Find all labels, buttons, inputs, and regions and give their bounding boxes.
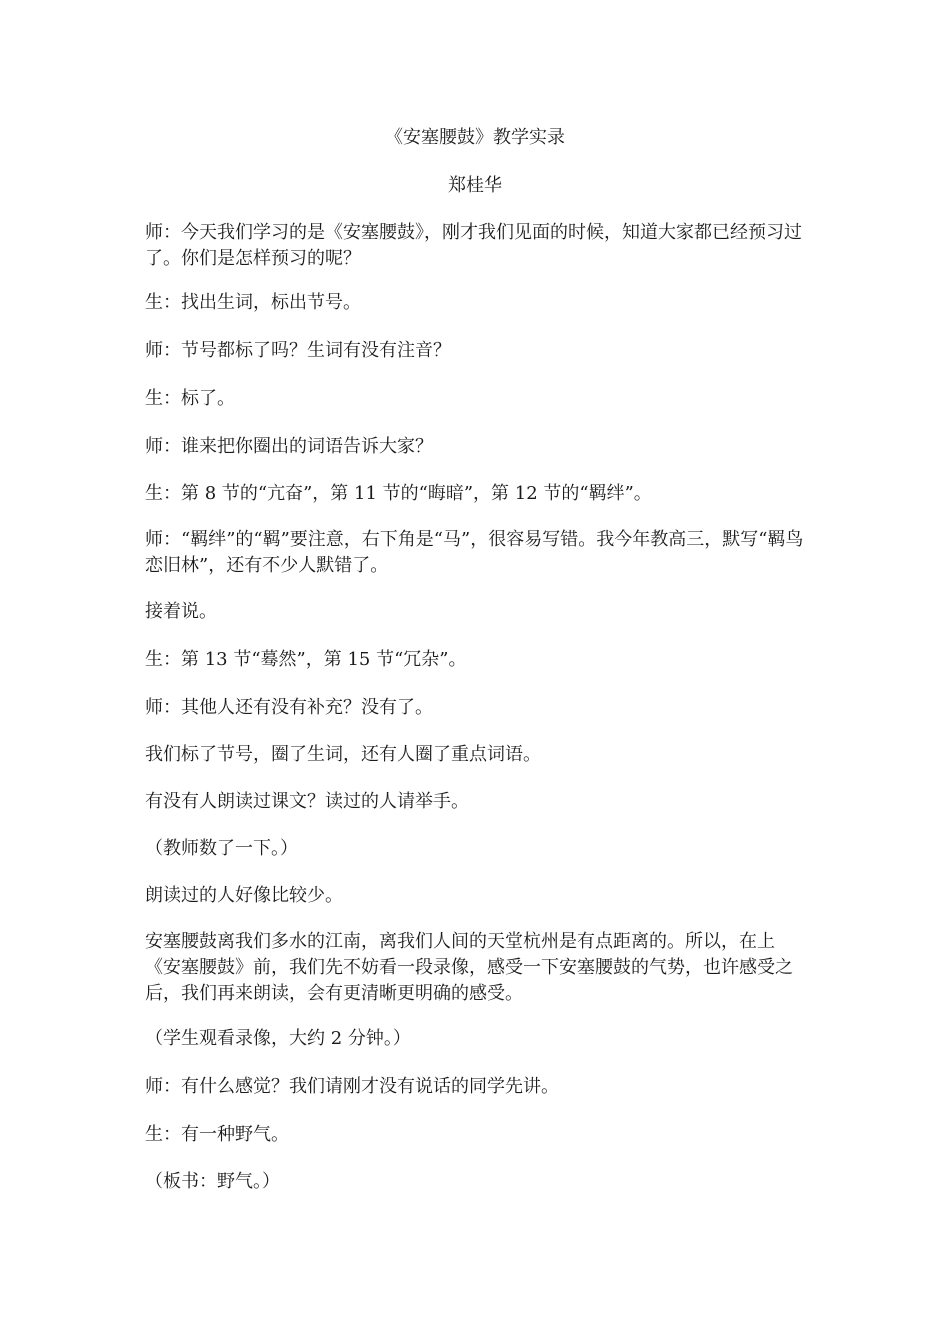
paragraph: 师：“羁绊”的“羁”要注意，右下角是“马”，很容易写错。我今年教高三，默写“羁鸟恋旧林”，还有不少人默错了。 [145, 529, 804, 576]
paragraph: 生：第 13 节“蓦然”，第 15 节“冗杂”。 [145, 649, 467, 670]
document-title: 《安塞腰鼓》教学实录 [385, 127, 565, 148]
paragraph: 生：标了。 [145, 388, 235, 409]
paragraph: 接着说。 [145, 601, 217, 622]
paragraph: 生：第 8 节的“亢奋”，第 11 节的“晦暗”，第 12 节的“羁绊”。 [145, 483, 652, 504]
paragraph: 安塞腰鼓离我们多水的江南，离我们人间的天堂杭州是有点距离的。所以，在上《安塞腰鼓》前，我们先不妨看一段录像，感受一下安塞腰鼓的气势，也许感受之后，我们再来朗读，会有更清晰更明确的感受。 [145, 931, 793, 1004]
paragraph: 生：找出生词，标出节号。 [145, 292, 361, 313]
paragraph: 我们标了节号，圈了生词，还有人圈了重点词语。 [145, 744, 541, 765]
paragraph: 师：今天我们学习的是《安塞腰鼓》，刚才我们见面的时候，知道大家都已经预习过了。你们是怎样预习的呢？ [145, 222, 802, 269]
paragraph: （教师数了一下。） [145, 838, 298, 859]
paragraph: 师：其他人还有没有补充？没有了。 [145, 697, 433, 718]
paragraph: 师：谁来把你圈出的词语告诉大家？ [145, 436, 433, 457]
paragraph: 朗读过的人好像比较少。 [145, 885, 343, 906]
paragraph: （板书：野气。） [145, 1171, 280, 1192]
paragraph: 有没有人朗读过课文？读过的人请举手。 [145, 791, 469, 812]
paragraph: （学生观看录像，大约 2 分钟。） [145, 1028, 411, 1049]
paragraph: 师：有什么感觉？我们请刚才没有说话的同学先讲。 [145, 1076, 559, 1097]
paragraph: 师：节号都标了吗？生词有没有注音？ [145, 340, 451, 361]
paragraph: 生：有一种野气。 [145, 1124, 289, 1145]
document-author: 郑桂华 [448, 175, 502, 196]
